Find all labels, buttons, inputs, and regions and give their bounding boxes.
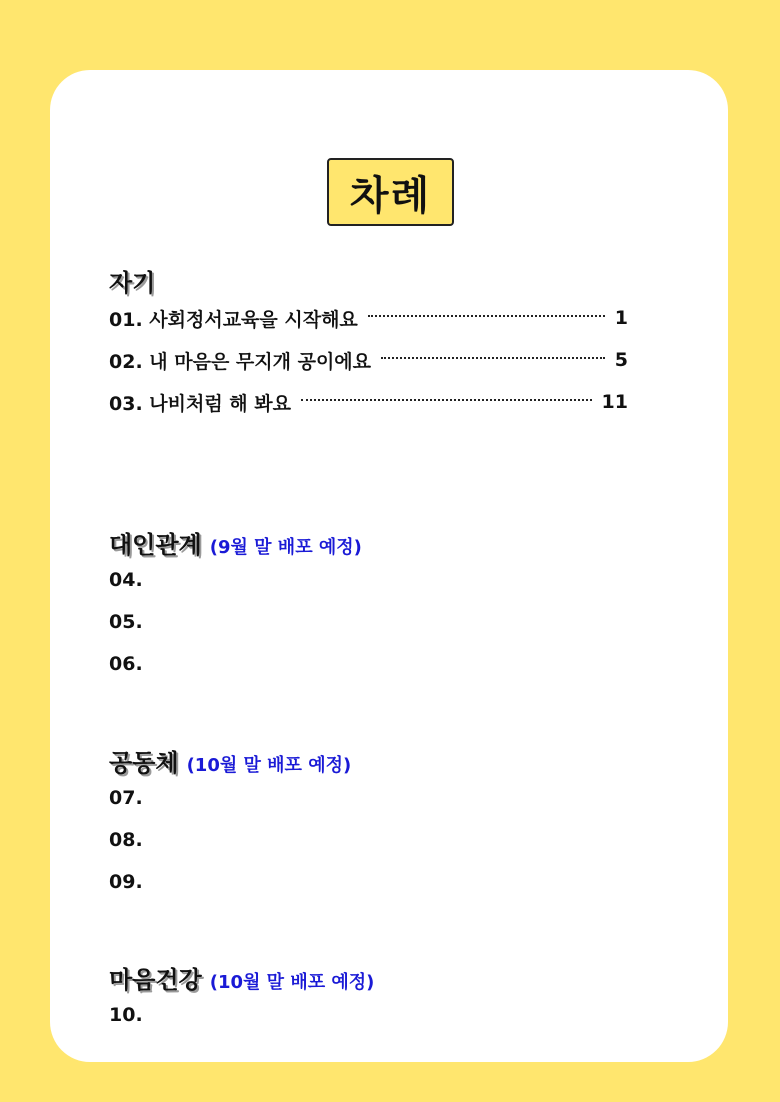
toc-entry xyxy=(109,994,628,1036)
dot-leader xyxy=(301,399,592,401)
toc-entry xyxy=(109,601,628,643)
toc-entry xyxy=(109,819,628,861)
toc-entry-page: 1 xyxy=(614,307,628,329)
toc-entry-label: 04. xyxy=(109,569,143,591)
section-heading xyxy=(109,960,628,994)
toc-entry xyxy=(109,777,628,819)
toc-entry-page: 5 xyxy=(614,349,628,371)
section-heading-text: 공동체 xyxy=(109,749,179,777)
toc-entry-label: 09. xyxy=(109,871,143,893)
toc-entry-label: 01. 사회정서교육을 시작해요 xyxy=(109,308,358,331)
page-card xyxy=(50,70,728,1062)
toc-entry[interactable] xyxy=(109,381,628,423)
toc-entry-label: 06. xyxy=(109,653,143,675)
page-title: 차례 xyxy=(327,158,454,226)
release-note: (10월 말 배포 예정) xyxy=(209,972,375,993)
toc-entry xyxy=(109,559,628,601)
section-self xyxy=(109,263,628,423)
dot-leader xyxy=(381,357,605,359)
toc-entry-label: 08. xyxy=(109,829,143,851)
toc-entry-label: 05. xyxy=(109,611,143,633)
toc-entry xyxy=(109,861,628,903)
section-relationships xyxy=(109,525,628,685)
section-heading xyxy=(109,743,628,777)
toc-entry xyxy=(109,643,628,685)
section-heading xyxy=(109,525,628,559)
toc-entry[interactable] xyxy=(109,339,628,381)
toc-entry-label: 03. 나비처럼 해 봐요 xyxy=(109,392,291,415)
toc-entry-label: 10. xyxy=(109,1004,143,1026)
section-heading-text: 마음건강 xyxy=(109,966,202,994)
toc-entry-label: 07. xyxy=(109,787,143,809)
section-community xyxy=(109,743,628,903)
dot-leader xyxy=(368,315,605,317)
toc-entry[interactable] xyxy=(109,297,628,339)
section-heading-text: 대인관계 xyxy=(109,531,202,559)
toc-entry-page: 11 xyxy=(601,391,628,413)
section-heading-text: 자기 xyxy=(109,269,156,297)
release-note: (10월 말 배포 예정) xyxy=(186,755,352,776)
section-heading xyxy=(109,263,628,297)
release-note: (9월 말 배포 예정) xyxy=(209,537,362,558)
toc-entry-label: 02. 내 마음은 무지개 공이에요 xyxy=(109,350,372,373)
section-mental-health xyxy=(109,960,628,1036)
